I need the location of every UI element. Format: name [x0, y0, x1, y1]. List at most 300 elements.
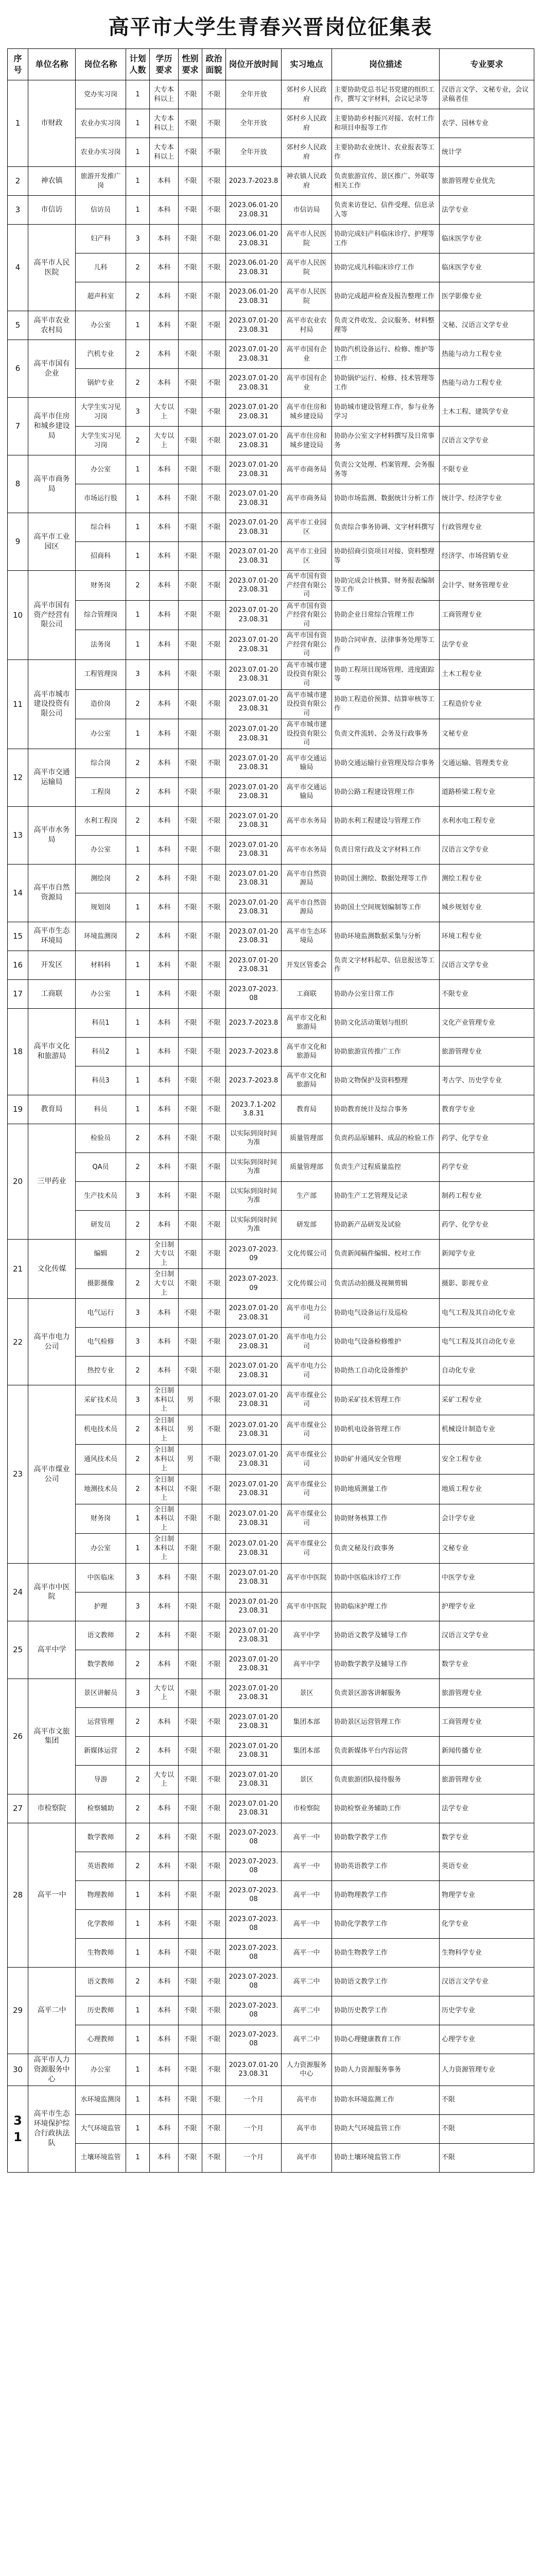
- unit-cell: 高平市中医院: [28, 1563, 76, 1621]
- political-cell: 不限: [202, 2114, 226, 2143]
- gender-cell: 不限: [179, 80, 202, 109]
- location-cell: 高平市电力公司: [282, 1357, 332, 1385]
- education-cell: 本科: [150, 1794, 179, 1823]
- position-cell: 信访员: [76, 196, 126, 225]
- major-cell: 土木工程、建筑学专业: [440, 398, 534, 427]
- time-cell: 2023.07.01-2023.08.31: [226, 893, 282, 922]
- position-cell: 妇产科: [76, 225, 126, 253]
- description-cell: 主要协助乡村振兴对接、农村工作和项目申报等工作: [332, 109, 440, 138]
- count-cell: 1: [126, 455, 150, 484]
- time-cell: 全年开放: [226, 80, 282, 109]
- political-cell: 不限: [202, 398, 226, 427]
- gender-cell: 不限: [179, 922, 202, 951]
- major-cell: 旅游管理专业: [440, 1765, 534, 1794]
- description-cell: 主要协助农业统计、农业报表等工作: [332, 138, 440, 167]
- education-cell: 本科: [150, 253, 179, 282]
- table-row: [8, 835, 534, 864]
- gender-cell: 不限: [179, 1095, 202, 1124]
- count-cell: 2: [126, 253, 150, 282]
- time-cell: 2023.07.01-2023.08.31: [226, 1445, 282, 1475]
- unit-cell: 开发区: [28, 951, 76, 979]
- seq-cell: 19: [8, 1095, 28, 1124]
- description-cell: 协助交通运输行业管理及综合事务: [332, 749, 440, 777]
- position-cell: 采矿技术员: [76, 1385, 126, 1415]
- unit-cell: 高平市工业园区: [28, 513, 76, 571]
- location-cell: 高平一中: [282, 1880, 332, 1909]
- position-cell: 环境监测岗: [76, 922, 126, 951]
- education-cell: 大专以上: [150, 398, 179, 427]
- time-cell: 2023.07.01-2023.08.31: [226, 1534, 282, 1564]
- position-cell: 研发员: [76, 1210, 126, 1239]
- header-time: 岗位开放时间: [226, 49, 282, 80]
- table-row: [8, 1996, 534, 2025]
- location-cell: 高平市煤业公司: [282, 1534, 332, 1564]
- education-cell: 本科: [150, 630, 179, 660]
- education-cell: 本科: [150, 2114, 179, 2143]
- major-cell: 化学专业: [440, 1909, 534, 1938]
- table-row: [8, 1621, 534, 1650]
- gender-cell: 不限: [179, 1909, 202, 1938]
- count-cell: 1: [126, 630, 150, 660]
- political-cell: 不限: [202, 1563, 226, 1592]
- seq-cell: 25: [8, 1621, 28, 1679]
- gender-cell: 不限: [179, 369, 202, 398]
- time-cell: 2023.07-2023.08: [226, 1996, 282, 2025]
- description-cell: 协助市场监测、数据统计分析工作: [332, 484, 440, 513]
- table-row: [8, 571, 534, 601]
- major-cell: 临床医学专业: [440, 225, 534, 253]
- time-cell: 2023.07.01-2023.08.31: [226, 311, 282, 340]
- gender-cell: 不限: [179, 2086, 202, 2114]
- major-cell: 旅游管理专业优先: [440, 167, 534, 196]
- description-cell: 协助合同审查、法律事务处理等工作: [332, 630, 440, 660]
- time-cell: 2023.07.01-2023.08.31: [226, 864, 282, 893]
- education-cell: 本科: [150, 922, 179, 951]
- unit-cell: 三甲药业: [28, 1124, 76, 1239]
- political-cell: 不限: [202, 893, 226, 922]
- position-cell: 大学生实习见习岗: [76, 427, 126, 455]
- gender-cell: 不限: [179, 398, 202, 427]
- description-cell: 协助物理教学工作: [332, 1880, 440, 1909]
- count-cell: 1: [126, 1504, 150, 1534]
- description-cell: 负责来访登记、信件受理、信息录入等: [332, 196, 440, 225]
- table-row: [8, 398, 534, 427]
- political-cell: 不限: [202, 571, 226, 601]
- table-row: [8, 1095, 534, 1124]
- table-row: [8, 455, 534, 484]
- major-cell: 水利水电工程专业: [440, 806, 534, 835]
- gender-cell: 不限: [179, 513, 202, 542]
- header-row: [8, 49, 534, 80]
- gender-cell: 不限: [179, 1880, 202, 1909]
- education-cell: 全日制本科以上: [150, 1475, 179, 1504]
- description-cell: 协助检察业务辅助工作: [332, 1794, 440, 1823]
- count-cell: 1: [126, 484, 150, 513]
- gender-cell: 男: [179, 1385, 202, 1415]
- location-cell: 高平市文化和旅游局: [282, 1066, 332, 1095]
- time-cell: 2023.07.01-2023.08.31: [226, 1765, 282, 1794]
- location-cell: 高平市交通运输局: [282, 749, 332, 777]
- table-row: [8, 484, 534, 513]
- political-cell: 不限: [202, 484, 226, 513]
- position-cell: 数学教师: [76, 1823, 126, 1852]
- gender-cell: 不限: [179, 484, 202, 513]
- description-cell: 协助旅游宣传推广工作: [332, 1037, 440, 1066]
- location-cell: 生产部: [282, 1181, 332, 1210]
- table-row: [8, 749, 534, 777]
- time-cell: 一个月: [226, 2143, 282, 2172]
- description-cell: 协助化学教学工作: [332, 1909, 440, 1938]
- time-cell: 2023.07.01-2023.08.31: [226, 369, 282, 398]
- seq-cell: 21: [8, 1239, 28, 1298]
- description-cell: 协助电气设备运行及巡检: [332, 1299, 440, 1328]
- political-cell: 不限: [202, 2086, 226, 2114]
- table-row: [8, 1592, 534, 1621]
- table-body: [8, 80, 534, 2173]
- major-cell: 工商管理专业: [440, 1707, 534, 1736]
- description-cell: 协助语文教学工作: [332, 1967, 440, 1996]
- gender-cell: 不限: [179, 1650, 202, 1679]
- education-cell: 本科: [150, 600, 179, 630]
- location-cell: 高平市人民医院: [282, 282, 332, 311]
- table-row: [8, 951, 534, 979]
- education-cell: 本科: [150, 1153, 179, 1181]
- political-cell: 不限: [202, 1357, 226, 1385]
- location-cell: 郊村乡人民政府: [282, 80, 332, 109]
- major-cell: 统计学: [440, 138, 534, 167]
- description-cell: 协助生物教学工作: [332, 1938, 440, 1967]
- header-count: 计划人数: [126, 49, 150, 80]
- education-cell: 大专以上: [150, 1765, 179, 1794]
- unit-cell: 高平中学: [28, 1621, 76, 1679]
- education-cell: 本科: [150, 1909, 179, 1938]
- political-cell: 不限: [202, 196, 226, 225]
- major-cell: 文化产业管理专业: [440, 1008, 534, 1037]
- political-cell: 不限: [202, 1153, 226, 1181]
- description-cell: 负责生产过程质量监控: [332, 1153, 440, 1181]
- major-cell: 不限专业: [440, 979, 534, 1008]
- description-cell: 协助办公室文字材料撰写及日常事务: [332, 427, 440, 455]
- position-cell: 通风技术员: [76, 1445, 126, 1475]
- count-cell: 2: [126, 1765, 150, 1794]
- time-cell: 2023.07.01-2023.08.31: [226, 600, 282, 630]
- count-cell: 2: [126, 427, 150, 455]
- time-cell: 2023.07.01-2023.08.31: [226, 1328, 282, 1357]
- major-cell: 电气工程及其自动化专业: [440, 1328, 534, 1357]
- location-cell: 高平市国有资产经营有限公司: [282, 600, 332, 630]
- education-cell: 本科: [150, 1210, 179, 1239]
- education-cell: 本科: [150, 1852, 179, 1880]
- count-cell: 1: [126, 1008, 150, 1037]
- position-cell: 大气环境监管: [76, 2114, 126, 2143]
- location-cell: 高平一中: [282, 1852, 332, 1880]
- major-cell: 行政管理专业: [440, 513, 534, 542]
- gender-cell: 不限: [179, 1592, 202, 1621]
- count-cell: 1: [126, 1996, 150, 2025]
- table-row: [8, 1299, 534, 1328]
- gender-cell: 不限: [179, 600, 202, 630]
- education-cell: 本科: [150, 369, 179, 398]
- count-cell: 3: [126, 1385, 150, 1415]
- location-cell: 人力资源服务中心: [282, 2054, 332, 2086]
- major-cell: 教育学专业: [440, 1095, 534, 1124]
- time-cell: 2023.06.01-2023.08.31: [226, 282, 282, 311]
- count-cell: 2: [126, 1621, 150, 1650]
- major-cell: 护理学专业: [440, 1592, 534, 1621]
- table-row: [8, 1210, 534, 1239]
- description-cell: 协助工程项目现场管理、进度跟踪等: [332, 659, 440, 689]
- education-cell: 本科: [150, 806, 179, 835]
- major-cell: 文秘专业: [440, 719, 534, 749]
- education-cell: 本科: [150, 749, 179, 777]
- political-cell: 不限: [202, 1823, 226, 1852]
- gender-cell: 不限: [179, 2054, 202, 2086]
- political-cell: 不限: [202, 2143, 226, 2172]
- political-cell: 不限: [202, 1534, 226, 1564]
- education-cell: 全日制本科以上: [150, 1415, 179, 1445]
- position-cell: 办公室: [76, 979, 126, 1008]
- description-cell: 协助数学教学工作: [332, 1823, 440, 1852]
- table-row: [8, 1269, 534, 1299]
- time-cell: 以实际到岗时间为准: [226, 1210, 282, 1239]
- description-cell: 协助中医临床诊疗工作: [332, 1563, 440, 1592]
- time-cell: 2023.07-2023.08: [226, 1938, 282, 1967]
- major-cell: 医学影像专业: [440, 282, 534, 311]
- description-cell: 协助心理健康教育工作: [332, 2025, 440, 2054]
- political-cell: 不限: [202, 777, 226, 806]
- gender-cell: 不限: [179, 719, 202, 749]
- gender-cell: 不限: [179, 689, 202, 719]
- political-cell: 不限: [202, 689, 226, 719]
- description-cell: 负责景区游客讲解服务: [332, 1679, 440, 1707]
- education-cell: 大专本科以上: [150, 80, 179, 109]
- table-row: [8, 1445, 534, 1475]
- position-cell: 英语教师: [76, 1852, 126, 1880]
- table-row: [8, 1037, 534, 1066]
- unit-cell: 神农镇: [28, 167, 76, 196]
- location-cell: 高平市生态环境局: [282, 922, 332, 951]
- position-cell: 农业办实习岗: [76, 109, 126, 138]
- seq-cell: 5: [8, 311, 28, 340]
- time-cell: 2023.07.01-2023.08.31: [226, 951, 282, 979]
- major-cell: 采矿工程专业: [440, 1385, 534, 1415]
- table-row: [8, 1328, 534, 1357]
- position-cell: 财务岗: [76, 1504, 126, 1534]
- seq-cell: 2: [8, 167, 28, 196]
- location-cell: 高平中学: [282, 1650, 332, 1679]
- description-cell: 协助历史教学工作: [332, 1996, 440, 2025]
- time-cell: 2023.07.01-2023.08.31: [226, 1385, 282, 1415]
- description-cell: 协助完成超声检查及报告整理工作: [332, 282, 440, 311]
- gender-cell: 不限: [179, 1563, 202, 1592]
- major-cell: 法学专业: [440, 1794, 534, 1823]
- location-cell: 工商联: [282, 979, 332, 1008]
- education-cell: 本科: [150, 1008, 179, 1037]
- header-unit: 单位名称: [28, 49, 76, 80]
- location-cell: 高平二中: [282, 1996, 332, 2025]
- description-cell: 负责药品原辅料、成品的检验工作: [332, 1124, 440, 1153]
- gender-cell: 不限: [179, 864, 202, 893]
- gender-cell: 不限: [179, 1534, 202, 1564]
- unit-cell: 高平市人民医院: [28, 225, 76, 311]
- position-cell: 党办实习岗: [76, 80, 126, 109]
- education-cell: 本科: [150, 1066, 179, 1095]
- major-cell: 旅游管理专业: [440, 1037, 534, 1066]
- gender-cell: 不限: [179, 1210, 202, 1239]
- political-cell: 不限: [202, 1066, 226, 1095]
- description-cell: 协助文物保护及资料整理: [332, 1066, 440, 1095]
- count-cell: 2: [126, 1124, 150, 1153]
- political-cell: 不限: [202, 806, 226, 835]
- count-cell: 1: [126, 109, 150, 138]
- location-cell: 高平市煤业公司: [282, 1415, 332, 1445]
- education-cell: 本科: [150, 196, 179, 225]
- education-cell: 本科: [150, 484, 179, 513]
- position-cell: 编辑: [76, 1239, 126, 1269]
- count-cell: 1: [126, 600, 150, 630]
- time-cell: 2023.07.01-2023.08.31: [226, 398, 282, 427]
- political-cell: 不限: [202, 1181, 226, 1210]
- political-cell: 不限: [202, 1852, 226, 1880]
- unit-cell: 市信访: [28, 196, 76, 225]
- gender-cell: 不限: [179, 806, 202, 835]
- unit-cell: 高平市国有资产经营有限公司: [28, 571, 76, 660]
- position-cell: 材料科: [76, 951, 126, 979]
- description-cell: 协助机电设备管理工作: [332, 1415, 440, 1445]
- education-cell: 大专本科以上: [150, 109, 179, 138]
- location-cell: 高平市: [282, 2114, 332, 2143]
- table-row: [8, 1415, 534, 1445]
- location-cell: 神农镇人民政府: [282, 167, 332, 196]
- description-cell: 协助招商引资项目对接、资料整理等: [332, 542, 440, 571]
- description-cell: 负责新闻稿件编辑、校对工作: [332, 1239, 440, 1269]
- education-cell: 本科: [150, 571, 179, 601]
- major-cell: 道路桥梁工程专业: [440, 777, 534, 806]
- location-cell: 高平市住房和城乡建设局: [282, 427, 332, 455]
- table-row: [8, 1909, 534, 1938]
- count-cell: 2: [126, 1794, 150, 1823]
- location-cell: 开发区管委会: [282, 951, 332, 979]
- gender-cell: 不限: [179, 1794, 202, 1823]
- header-gender: 性别要求: [179, 49, 202, 80]
- location-cell: 高平一中: [282, 1938, 332, 1967]
- count-cell: 1: [126, 1880, 150, 1909]
- description-cell: 协助工程造价预算、结算审核等工作: [332, 689, 440, 719]
- location-cell: 高平市煤业公司: [282, 1475, 332, 1504]
- political-cell: 不限: [202, 1210, 226, 1239]
- position-cell: 综合科: [76, 513, 126, 542]
- education-cell: 大专以上: [150, 1679, 179, 1707]
- education-cell: 本科: [150, 2143, 179, 2172]
- political-cell: 不限: [202, 864, 226, 893]
- position-cell: 规划岗: [76, 893, 126, 922]
- table-row: [8, 600, 534, 630]
- location-cell: 高平市电力公司: [282, 1299, 332, 1328]
- major-cell: 统计学、经济学专业: [440, 484, 534, 513]
- education-cell: 本科: [150, 1124, 179, 1153]
- major-cell: 法学专业: [440, 196, 534, 225]
- count-cell: 1: [126, 80, 150, 109]
- time-cell: 2023.07.01-2023.08.31: [226, 835, 282, 864]
- seq-cell: 8: [8, 455, 28, 513]
- position-cell: 护理: [76, 1592, 126, 1621]
- gender-cell: 不限: [179, 138, 202, 167]
- time-cell: 2023.07.01-2023.08.31: [226, 1679, 282, 1707]
- description-cell: 协助水利工程建设与管理工作: [332, 806, 440, 835]
- seq-cell: 15: [8, 922, 28, 951]
- time-cell: 2023.07.01-2023.08.31: [226, 749, 282, 777]
- major-cell: 药学、化学专业: [440, 1124, 534, 1153]
- location-cell: 教育局: [282, 1095, 332, 1124]
- count-cell: 2: [126, 1823, 150, 1852]
- education-cell: 本科: [150, 777, 179, 806]
- major-cell: 数学专业: [440, 1823, 534, 1852]
- time-cell: 2023.07-2023.09: [226, 1239, 282, 1269]
- position-cell: 农业办实习岗: [76, 138, 126, 167]
- table-row: [8, 2114, 534, 2143]
- unit-cell: 市检察院: [28, 1794, 76, 1823]
- major-cell: 法学专业: [440, 630, 534, 660]
- major-cell: 中医学专业: [440, 1563, 534, 1592]
- education-cell: 大专本科以上: [150, 138, 179, 167]
- political-cell: 不限: [202, 600, 226, 630]
- gender-cell: 不限: [179, 1269, 202, 1299]
- position-cell: 汽机专业: [76, 340, 126, 369]
- unit-cell: 高平市人力资源服务中心: [28, 2054, 76, 2086]
- time-cell: 2023.07.01-2023.08.31: [226, 2054, 282, 2086]
- count-cell: 2: [126, 1967, 150, 1996]
- political-cell: 不限: [202, 659, 226, 689]
- time-cell: 全年开放: [226, 109, 282, 138]
- gender-cell: 男: [179, 1415, 202, 1445]
- political-cell: 不限: [202, 253, 226, 282]
- major-cell: 城乡规划专业: [440, 893, 534, 922]
- major-cell: 不限: [440, 2143, 534, 2172]
- major-cell: 旅游管理专业: [440, 1679, 534, 1707]
- description-cell: 协助土壤环境监管工作: [332, 2143, 440, 2172]
- location-cell: 高平市文化和旅游局: [282, 1008, 332, 1037]
- location-cell: 市信访局: [282, 196, 332, 225]
- major-cell: 临床医学专业: [440, 253, 534, 282]
- description-cell: 负责综合事务协调、文字材料撰写: [332, 513, 440, 542]
- location-cell: 文化传媒公司: [282, 1239, 332, 1269]
- count-cell: 2: [126, 1475, 150, 1504]
- header-position: 岗位名称: [76, 49, 126, 80]
- positions-table: [7, 48, 534, 2173]
- description-cell: 协助公路工程建设管理工作: [332, 777, 440, 806]
- position-cell: 电气检修: [76, 1328, 126, 1357]
- location-cell: 高平市国有资产经营有限公司: [282, 630, 332, 660]
- table-row: [8, 427, 534, 455]
- location-cell: 高平二中: [282, 1967, 332, 1996]
- location-cell: 高平市中医院: [282, 1563, 332, 1592]
- table-row: [8, 922, 534, 951]
- political-cell: 不限: [202, 979, 226, 1008]
- count-cell: 3: [126, 398, 150, 427]
- unit-cell: 高平市城市建设投资有限公司: [28, 659, 76, 749]
- time-cell: 2023.7-2023.8: [226, 1008, 282, 1037]
- political-cell: 不限: [202, 1504, 226, 1534]
- position-cell: 科员2: [76, 1037, 126, 1066]
- time-cell: 2023.07.01-2023.08.31: [226, 689, 282, 719]
- major-cell: 历史学专业: [440, 1996, 534, 2025]
- count-cell: 1: [126, 1037, 150, 1066]
- position-cell: 检验员: [76, 1124, 126, 1153]
- description-cell: 协助城市建设管理工作，参与业务学习: [332, 398, 440, 427]
- gender-cell: 不限: [179, 1328, 202, 1357]
- location-cell: 郊村乡人民政府: [282, 109, 332, 138]
- education-cell: 本科: [150, 1996, 179, 2025]
